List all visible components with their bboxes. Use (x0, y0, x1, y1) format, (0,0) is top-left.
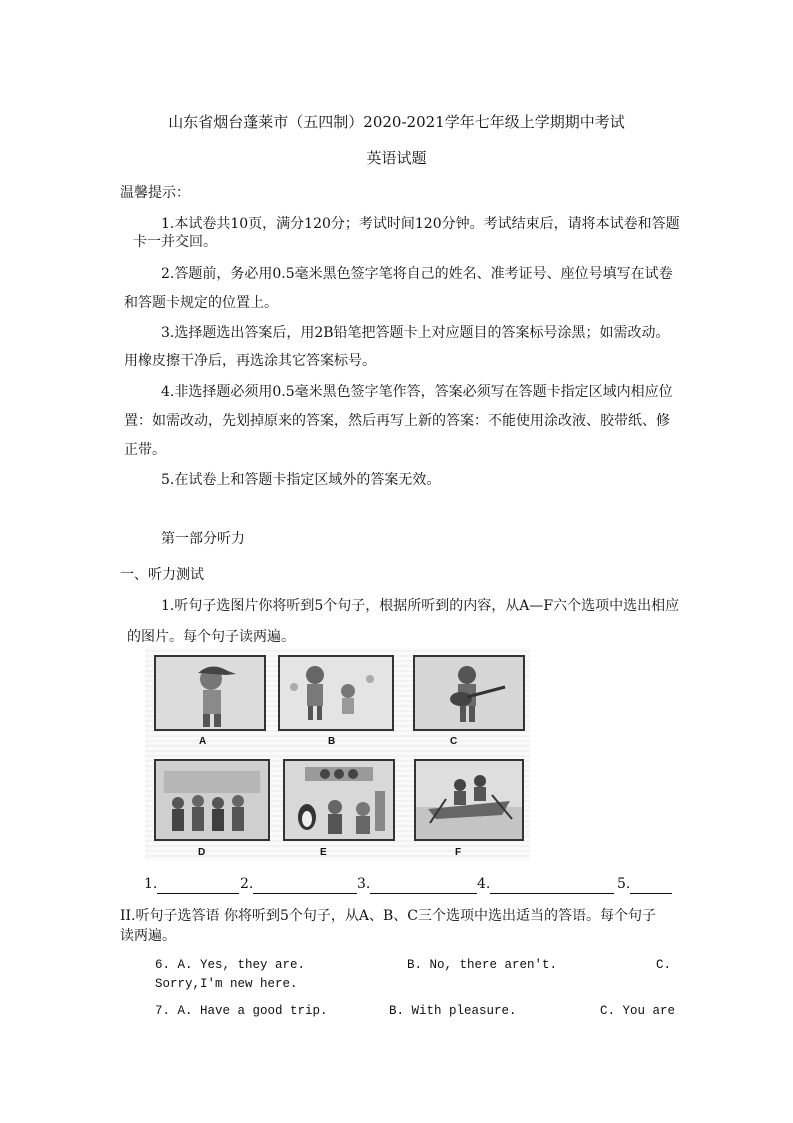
zoo-image (283, 759, 395, 841)
section2-line-2: 读两遍。 (120, 928, 176, 944)
answer-blank-2[interactable]: 2. (240, 874, 357, 894)
boy-with-cap-image (154, 655, 266, 731)
q1-line-1: 1.听句子选图片你将听到5个句子，根据所听到的内容，从A—F六个选项中选出相应 (161, 598, 680, 614)
answer-blank-3[interactable]: 3. (357, 874, 477, 894)
q7-option-b: B. With pleasure. (389, 1004, 517, 1018)
tip-4-line-3: 正带。 (124, 442, 166, 458)
picture-label-c: C (450, 736, 458, 747)
children-playing-image (278, 655, 394, 731)
q6-option-c-text: Sorry,I'm new here. (155, 977, 298, 991)
q1-line-2: 的图片。每个句子读两遍。 (127, 629, 295, 645)
tip-4-line-2: 置：如需改动，先划掉原来的答案，然后再写上新的答案：不能使用涂改液、胶带纸、修 (124, 413, 670, 429)
tips-heading: 温馨提示： (120, 185, 190, 201)
picture-label-b: B (328, 736, 336, 747)
answer-blank-4[interactable]: 4. (477, 874, 614, 894)
answer-blank-1[interactable]: 1. (144, 874, 239, 894)
tip-2-line-2: 和答题卡规定的位置上。 (124, 295, 278, 311)
guitar-player-image (413, 655, 525, 731)
q6-option-b: B. No, there aren't. (407, 958, 558, 972)
part1-title: 第一部分听力 (161, 531, 245, 547)
exam-subtitle: 英语试题 (366, 149, 427, 167)
q7-option-c: C. You are (600, 1004, 676, 1018)
tip-2-line-1: 2.答题前，务必用0.5毫米黑色签字笔将自己的姓名、准考证号、座位号填写在试卷 (161, 266, 673, 282)
section2-line-1: II.听句子选答语 你将听到5个句子，从A、B、C三个选项中选出适当的答语。每个句子 (120, 908, 656, 924)
tip-1-line-1: 1.本试卷共10页，满分120分；考试时间120分钟。考试结束后，请将本试卷和答题 (161, 216, 680, 232)
picture-label-d: D (198, 847, 206, 858)
picture-label-e: E (320, 847, 327, 858)
tip-4-line-1: 4.非选择题必须用0.5毫米黑色签字笔作答，答案必须写在答题卡指定区域内相应位 (161, 384, 673, 400)
tip-3-line-1: 3.选择题选出答案后，用2B铅笔把答题卡上对应题目的答案标号涂黑；如需改动。 (161, 325, 670, 341)
tip-5-line-1: 5.在试卷上和答题卡指定区域外的答案无效。 (161, 472, 441, 488)
section1-title: 一、听力测试 (120, 567, 204, 583)
q6-option-a: 6. A. Yes, they are. (155, 958, 306, 972)
picture-label-f: F (455, 847, 462, 858)
tip-3-line-2: 用橡皮擦干净后，再选涂其它答案标号。 (124, 353, 376, 369)
answer-blank-5[interactable]: 5. (617, 874, 672, 894)
q6-option-c: C. (656, 958, 672, 972)
boat-rowing-image (414, 759, 524, 841)
crowd-image (154, 759, 270, 841)
exam-title: 山东省烟台蓬莱市（五四制）2020-2021学年七年级上学期期中考试 (168, 113, 625, 131)
tip-1-line-2: 卡一并交回。 (133, 234, 217, 250)
picture-label-a: A (199, 736, 207, 747)
q7-option-a: 7. A. Have a good trip. (155, 1004, 328, 1018)
